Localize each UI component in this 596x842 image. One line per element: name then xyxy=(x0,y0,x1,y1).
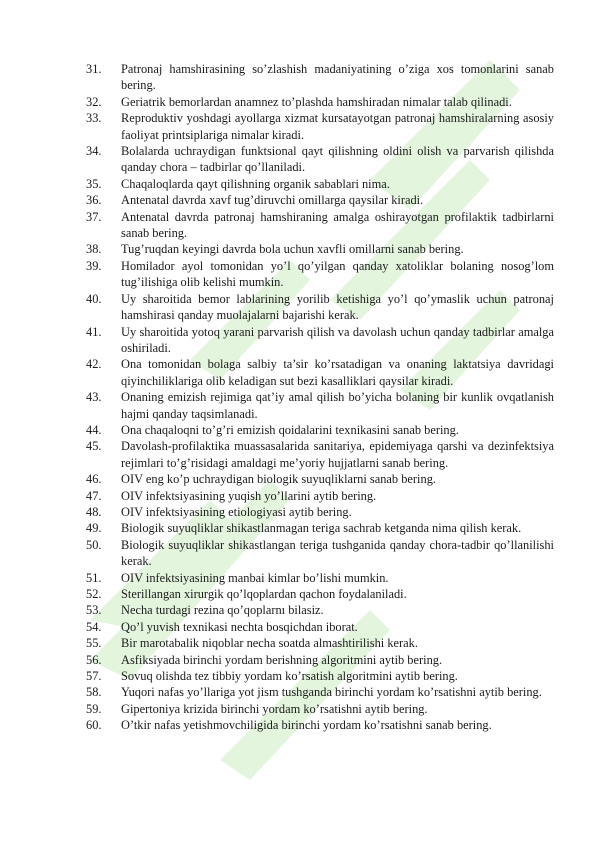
question-text: Yuqori nafas yo’llariga yot jism tushganda birinchi yordam ko’rsatishni aytib bering. xyxy=(121,685,542,700)
question-number: 59. xyxy=(86,701,102,716)
question-number: 43. xyxy=(86,390,102,405)
question-number: 45. xyxy=(86,439,102,454)
question-text: Tug’ruqdan keyingi davrda bola uchun xavfli omillarni sanab bering. xyxy=(121,242,464,257)
question-number: 52. xyxy=(86,587,102,601)
question-item xyxy=(86,488,554,504)
question-item xyxy=(86,619,554,635)
question-number: 37. xyxy=(86,209,102,224)
question-text: Ona tomonidan bolaga salbiy ta’sir ko’rsatadigan va onaning laktatsiya davridagi qiyinchiliklariga olib keladigan sut bezi kasalliklari qaysilar kiradi. xyxy=(121,357,554,388)
question-item xyxy=(86,471,554,487)
question-number: 48. xyxy=(86,504,102,519)
question-text: Antenatal davrda xavf tug’diruvchi omillarga qaysilar kiradi. xyxy=(121,193,424,208)
question-text: Chaqaloqlarda qayt qilishning organik sabablari nima. xyxy=(121,176,390,191)
question-item xyxy=(86,110,554,143)
question-text: Antenatal davrda patronaj hamshiraning amalga oshirayotgan profilaktik tadbirlarni sanab bering. xyxy=(121,209,554,241)
question-text: Ona chaqaloqni to’g’ri emizish qoidalarini texnikasini sanab bering. xyxy=(121,422,459,437)
question-item xyxy=(86,504,554,520)
question-number: 54. xyxy=(86,619,102,634)
question-text: Uy sharoitida yotoq yarani parvarish qilish va davolash uchun qanday tadbirlar amalga oshiriladi. xyxy=(121,324,554,355)
question-number: 60. xyxy=(86,718,102,733)
question-item xyxy=(86,520,554,536)
question-text: Sterillangan xirurgik qo’lqoplardan qachon foydalaniladi. xyxy=(121,587,407,601)
question-item xyxy=(86,652,554,668)
question-item xyxy=(86,209,554,242)
question-number: 55. xyxy=(86,636,102,651)
question-item xyxy=(86,684,554,700)
question-text: Onaning emizish rejimiga qat’iy amal qilish bo’yicha bolaning bir kunlik ovqatlanish hajmi qanday taqsimlanadi. xyxy=(121,390,554,421)
question-number: 41. xyxy=(86,324,102,339)
question-text: Bir marotabalik niqoblar necha soatda almashtirilishi kerak. xyxy=(121,636,418,651)
question-number: 56. xyxy=(86,652,102,667)
question-number: 47. xyxy=(86,488,102,503)
question-text: OIV infektsiyasining etiologiyasi aytib bering. xyxy=(121,504,352,519)
question-text: Davolash-profilaktika muassasalarida sanitariya, epidemiyaga qarshi va dezinfektsiya rejimlari to’g’risidagi amaldagi me’yoriy hujjatlarni sanab bering. xyxy=(121,439,554,470)
question-item xyxy=(86,143,554,176)
question-item xyxy=(86,291,554,324)
question-number: 31. xyxy=(86,62,102,76)
question-item xyxy=(86,176,554,192)
question-item xyxy=(86,241,554,257)
question-list xyxy=(86,61,554,734)
question-text: Biologik suyuqliklar shikastlangan teriga tushganida qanday chora-tadbir qo’llanilishi kerak. xyxy=(121,537,554,569)
question-number: 38. xyxy=(86,242,102,257)
question-number: 50. xyxy=(86,537,102,552)
question-text: Asfiksiyada birinchi yordam berishning algoritmini aytib bering. xyxy=(121,652,443,667)
question-text: Uy sharoitida bemor lablarining yorilib ketishiga yo’l qo’ymaslik uchun patronaj hamshirasi qanday muolajalarni bajarishi kerak. xyxy=(121,291,554,323)
question-item xyxy=(86,258,554,291)
question-number: 36. xyxy=(86,193,102,208)
question-text: OIV infektsiyasining yuqish yo’llarini aytib bering. xyxy=(121,488,377,503)
question-item xyxy=(86,61,554,94)
question-number: 34. xyxy=(86,144,102,159)
question-text: Biologik suyuqliklar shikastlanmagan teriga sachrab ketganda nima qilish kerak. xyxy=(121,521,522,536)
question-number: 57. xyxy=(86,669,102,684)
question-item xyxy=(86,717,554,733)
question-item xyxy=(86,389,554,422)
question-item xyxy=(86,422,554,438)
question-item xyxy=(86,537,554,570)
question-number: 39. xyxy=(86,258,102,273)
question-text: Necha turdagi rezina qo’qoplarnı bilasiz. xyxy=(121,603,324,618)
question-item xyxy=(86,324,554,357)
question-number: 35. xyxy=(86,176,102,191)
question-text: Homilador ayol tomonidan yo’l qo’yilgan qanday xatoliklar bolaning nosog’lom tug’ilishiga olib kelishi mumkin. xyxy=(121,258,554,290)
question-number: 42. xyxy=(86,357,102,372)
question-text: Qo’l yuvish texnikasi nechta bosqichdan iborat. xyxy=(121,619,358,634)
question-number: 49. xyxy=(86,521,102,536)
question-item xyxy=(86,701,554,717)
question-text: Geriatrik bemorlardan anamnez to’plashda hamshiradan nimalar talab qilinadi. xyxy=(121,94,512,109)
question-item xyxy=(86,438,554,471)
question-item xyxy=(86,602,554,618)
question-number: 51. xyxy=(86,570,102,585)
question-text: Gipertoniya krizida birinchi yordam ko’rsatishni aytib bering. xyxy=(121,701,428,716)
question-item xyxy=(86,192,554,208)
question-text: OIV infektsiyasining manbai kimlar bo’lishi mumkin. xyxy=(121,570,389,585)
question-text: O’tkir nafas yetishmovchiligida birinchi yordam ko’rsatishni sanab bering. xyxy=(121,718,492,733)
question-item xyxy=(86,635,554,651)
question-number: 32. xyxy=(86,94,102,109)
question-number: 40. xyxy=(86,291,102,306)
question-number: 58. xyxy=(86,685,102,700)
question-text: Reproduktiv yoshdagi ayollarga xizmat kursatayotgan patronaj hamshiralarning asosiy faoliyat printsiplariga nimalar kiradi. xyxy=(121,111,554,142)
question-number: 44. xyxy=(86,422,102,437)
question-text: Bolalarda uchraydigan funktsional qayt qilishning oldini olish va parvarish qilishda qanday chora – tadbirlar qo’llaniladi. xyxy=(121,144,554,175)
question-item xyxy=(86,356,554,389)
question-item xyxy=(86,94,554,110)
question-item xyxy=(86,586,554,602)
question-text: Sovuq olishda tez tibbiy yordam ko’rsatish algoritmini aytib bering. xyxy=(121,669,458,684)
question-text: Patronaj hamshirasining so’zlashish madaniyatining o’ziga xos tomonlarini sanab bering. xyxy=(121,62,554,93)
question-item xyxy=(86,668,554,684)
question-item xyxy=(86,570,554,586)
question-text: OIV eng ko’p uchraydigan biologik suyuqliklarni sanab bering. xyxy=(121,472,436,487)
question-number: 53. xyxy=(86,603,102,618)
question-number: 33. xyxy=(86,111,102,126)
question-number: 46. xyxy=(86,472,102,487)
